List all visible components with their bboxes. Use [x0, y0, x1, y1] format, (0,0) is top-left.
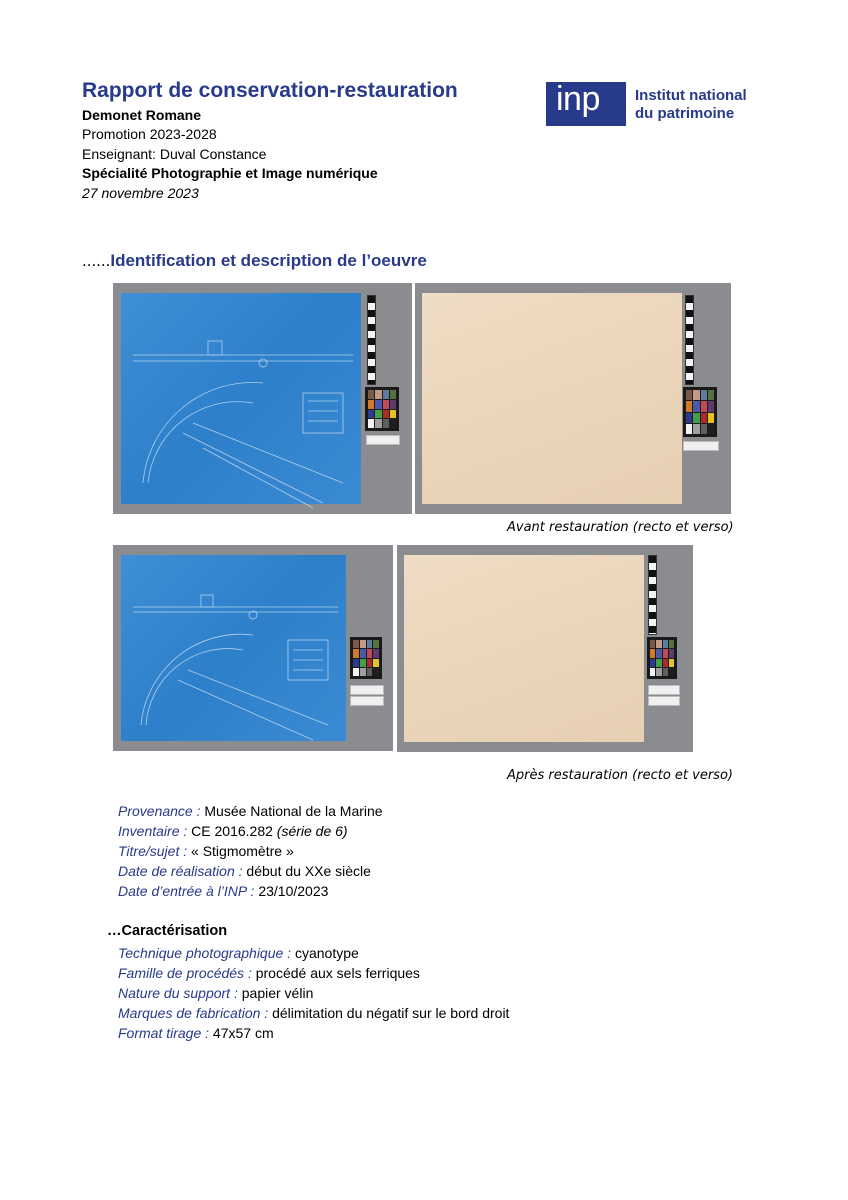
report-date: 27 novembre 2023	[82, 185, 199, 201]
technique-row: Technique photographique : cyanotype	[118, 945, 359, 961]
entry-date-row: Date d’entrée à l’INP : 23/10/2023	[118, 883, 329, 899]
color-chart	[365, 387, 399, 431]
inventory-row: Inventaire : CE 2016.282 (série de 6)	[118, 823, 348, 839]
inp-logo	[546, 82, 776, 128]
provenance-row: Provenance : Musée National de la Marine	[118, 803, 383, 819]
logo-mark	[546, 82, 626, 126]
specialty: Spécialité Photographie et Image numérique	[82, 165, 378, 181]
manufacturing-marks-row: Marques de fabrication : délimitation du négatif sur le bord droit	[118, 1005, 510, 1021]
photo-before-verso	[415, 283, 731, 514]
scale-bar	[685, 295, 694, 385]
scale-bar	[648, 555, 657, 635]
inventory-label	[366, 435, 400, 445]
paper-verso-sheet	[404, 555, 644, 742]
photo-before-recto	[113, 283, 412, 514]
section-characterisation-title: …Caractérisation	[107, 923, 228, 939]
inventory-label	[648, 696, 680, 706]
color-chart	[350, 637, 382, 679]
author-name: Demonet Romane	[82, 107, 202, 123]
section-identification-title: ......Identification et description de l’oeuvre	[82, 251, 427, 270]
print-format-row: Format tirage : 47x57 cm	[118, 1025, 274, 1041]
caption-before: Avant restauration (recto et verso)	[507, 520, 734, 535]
inventory-label	[683, 441, 719, 451]
identification-list	[118, 801, 383, 901]
inventory-label	[648, 685, 680, 695]
teacher: Enseignant: Duval Constance	[82, 146, 267, 162]
caption-after: Après restauration (recto et verso)	[507, 768, 733, 783]
paper-verso-sheet	[422, 293, 682, 504]
inventory-label	[350, 685, 384, 695]
color-chart	[683, 387, 717, 437]
logo-institution-name: Institut national du patrimoine	[635, 87, 747, 122]
report-title: Rapport de conservation-restauration	[82, 79, 458, 102]
title-row: Titre/sujet : « Stigmomètre »	[118, 843, 294, 859]
support-row: Nature du support : papier vélin	[118, 985, 314, 1001]
color-chart	[647, 637, 677, 679]
process-family-row: Famille de procédés : procédé aux sels ferriques	[118, 965, 420, 981]
photo-after-verso	[397, 545, 693, 752]
inventory-label	[350, 696, 384, 706]
scale-bar	[367, 295, 376, 385]
characterisation-list	[118, 943, 509, 1043]
photo-after-recto	[113, 545, 393, 751]
promotion: Promotion 2023-2028	[82, 126, 217, 142]
creation-date-row: Date de réalisation : début du XXe siècle	[118, 863, 371, 879]
logo-acronym: inp	[556, 80, 600, 118]
